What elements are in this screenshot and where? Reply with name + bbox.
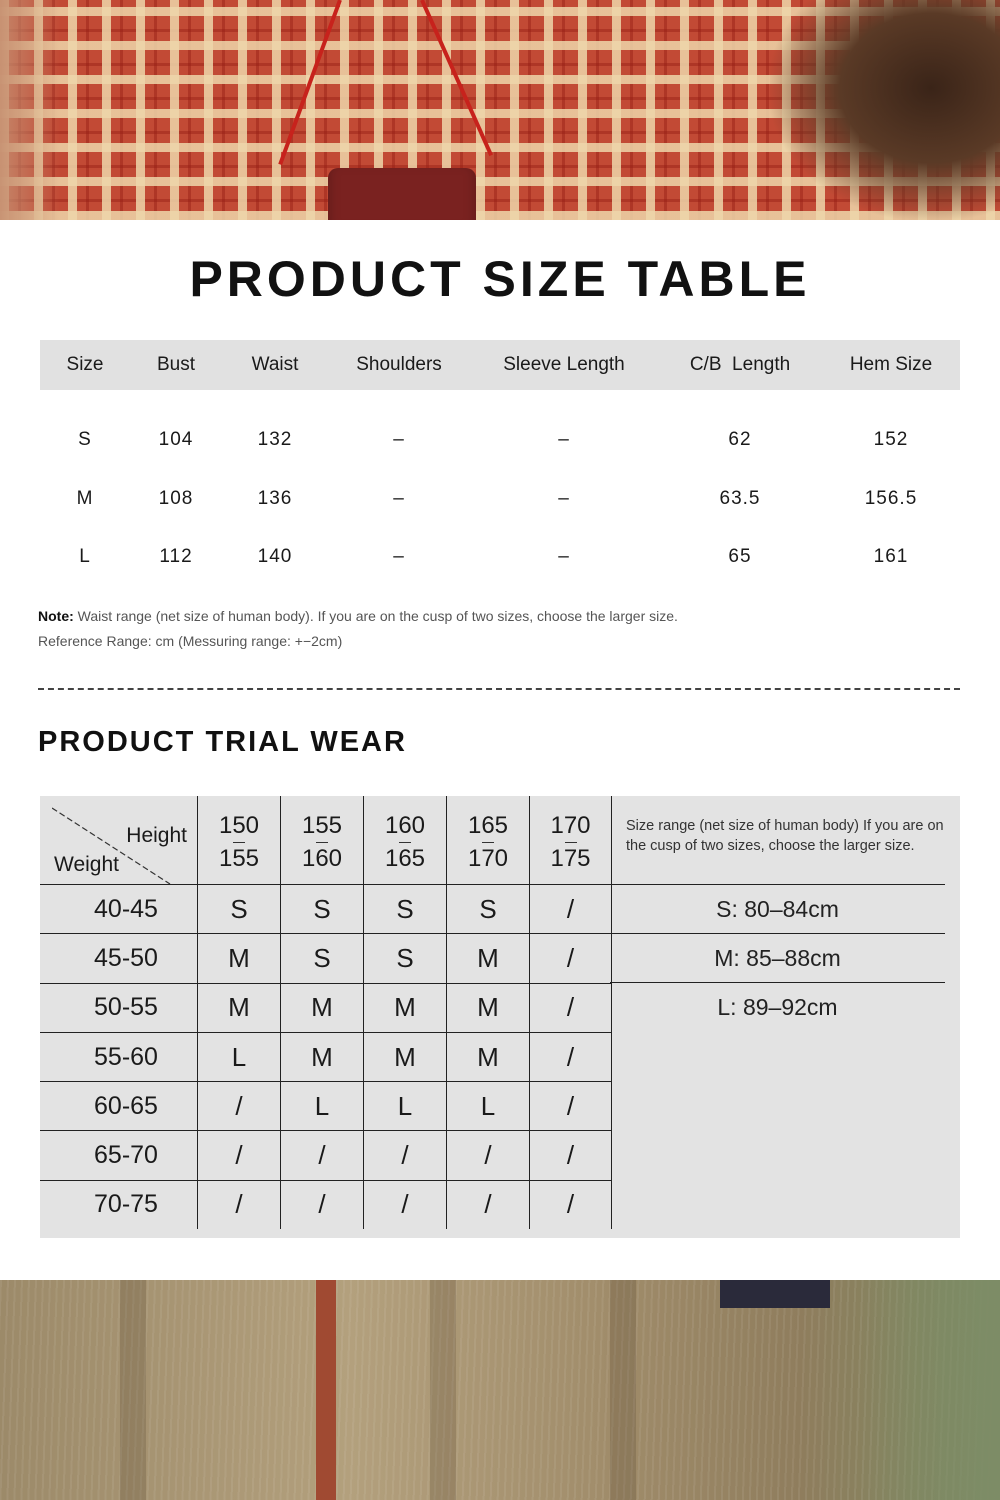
trial-row [40,1180,612,1229]
size-fit: / [363,1131,446,1179]
table-cell: 161 [873,546,909,568]
table-cell: S [78,429,92,451]
table-cell: – [393,429,405,451]
size-fit: M [446,984,529,1032]
table-cell: 63.5 [719,487,761,509]
size-range-s: S: 80–84cm [610,884,945,933]
size-fit: / [280,1181,363,1229]
height-range [529,796,612,884]
table-cell: 104 [158,429,194,451]
size-fit: L [363,1082,446,1130]
size-fit: / [529,1033,612,1081]
size-fit: S [280,934,363,982]
trial-row [40,933,612,982]
height-weight-corner [40,796,197,884]
size-fit: / [529,1181,612,1229]
weight-range: 50-55 [94,993,158,1022]
table-cell: 112 [159,546,193,568]
trial-row [40,884,612,933]
header-shoulders: Shoulders [356,354,442,375]
size-fit: / [363,1181,446,1229]
size-fit: M [363,984,446,1032]
height-from: 160 [384,811,426,839]
size-fit: M [446,934,529,982]
weight-range: 70-75 [94,1190,158,1219]
weight-range: 65-70 [94,1141,158,1170]
size-fit: M [280,1033,363,1081]
size-fit: / [529,934,612,982]
height-from: 150 [218,811,260,839]
height-to: 155 [218,844,260,872]
size-fit: M [280,984,363,1032]
height-range [446,796,529,884]
trial-row [40,1130,612,1179]
size-fit: / [529,1131,612,1179]
size-range-m: M: 85–88cm [610,933,945,982]
size-fit: / [529,1082,612,1130]
table-cell: 136 [257,487,293,509]
header-size: Size [66,354,104,375]
height-to: 175 [550,844,591,872]
height-range [280,796,363,884]
size-fit: / [197,1131,280,1179]
trial-row [40,983,612,1032]
size-fit: S [363,885,446,933]
height-from: 165 [467,811,509,839]
height-from: 155 [301,811,343,839]
top-product-photo [0,0,1000,220]
height-to: 170 [467,844,509,872]
table-row [40,470,960,529]
table-cell: 140 [257,546,293,568]
trial-wear-panel [40,796,960,1238]
size-fit: S [446,885,529,933]
size-fit: L [446,1082,529,1130]
size-fit: S [280,885,363,933]
weight-range: 45-50 [94,943,158,972]
table-cell: – [558,429,570,451]
table-cell: 65 [728,546,752,568]
trial-header-row [40,796,612,884]
table-cell: L [79,546,91,568]
size-fit: / [197,1082,280,1130]
height-from: 170 [550,811,591,839]
table-cell: 132 [257,429,293,451]
note-text: Waist range (net size of human body). If you are on the cusp of two sizes, choose the larger size. [73,608,678,624]
trial-row [40,1032,612,1081]
header-cb-length: C/B Length [689,354,791,375]
size-fit: / [446,1131,529,1179]
table-cell: – [393,487,405,509]
size-fit: / [197,1181,280,1229]
size-fit: M [363,1033,446,1081]
height-to: 160 [301,844,343,872]
table-cell: M [76,487,94,509]
size-fit: L [197,1033,280,1081]
header-bust: Bust [156,354,196,375]
table-cell: 62 [728,429,752,451]
size-fit: / [529,885,612,933]
size-table [40,340,960,587]
bottom-product-photo [0,1280,1000,1500]
trial-wear-title: PRODUCT TRIAL WEAR [38,726,407,758]
weight-range: 40-45 [94,894,158,923]
size-range-l: L: 89–92cm [610,982,945,1031]
trial-row [40,1081,612,1130]
table-cell: 152 [873,429,909,451]
size-fit: S [363,934,446,982]
header-sleeve-length: Sleeve Length [503,354,625,375]
size-fit: S [197,885,280,933]
table-cell: – [558,487,570,509]
size-fit: L [280,1082,363,1130]
size-range-note: Size range (net size of human body) If you are on the cusp of two sizes, choose the larger size. [626,818,944,854]
table-row [40,411,960,470]
height-to: 165 [384,844,426,872]
size-table-title: PRODUCT SIZE TABLE [189,251,811,307]
size-fit: / [529,984,612,1032]
size-fit: / [446,1181,529,1229]
size-range-info [610,796,945,1031]
weight-range: 60-65 [94,1091,158,1120]
trial-wear-table [40,796,612,1229]
table-cell: 156.5 [864,487,918,509]
table-row [40,528,960,587]
size-fit: M [197,984,280,1032]
table-cell: 108 [158,487,194,509]
table-cell: – [393,546,405,568]
size-table-header [40,340,960,390]
header-hem-size: Hem Size [849,354,933,375]
size-fit: / [280,1131,363,1179]
weight-label: Weight [54,853,119,876]
table-cell: – [558,546,570,568]
size-note [38,604,678,654]
height-label: Height [126,824,187,847]
height-range [363,796,446,884]
size-fit: M [446,1033,529,1081]
size-fit: M [197,934,280,982]
header-waist: Waist [251,354,299,375]
note-label: Note: [38,608,74,624]
weight-range: 55-60 [94,1042,158,1071]
reference-range: Reference Range: cm (Messuring range: +−2cm) [38,633,343,649]
section-divider [38,688,960,690]
height-range [197,796,280,884]
